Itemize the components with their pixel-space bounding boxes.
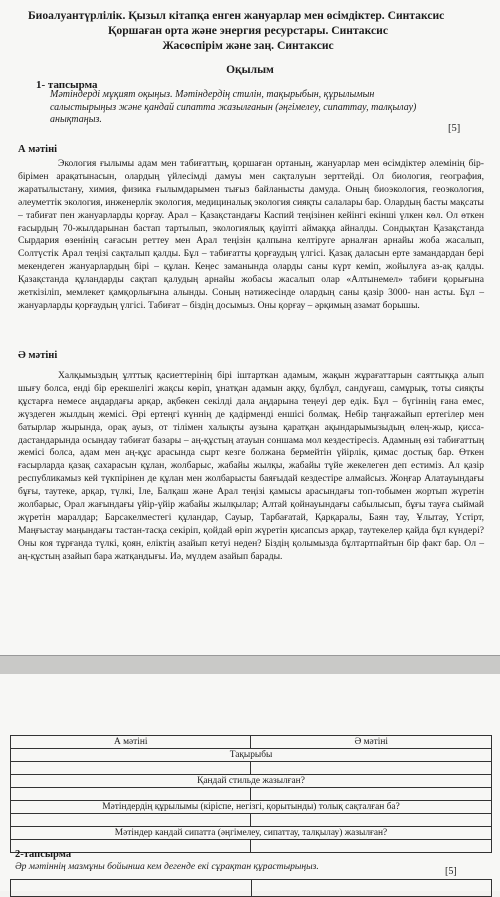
header-line-1: Биоалуантүрлілік. Қызыл кітапқа енген жануарлар мен өсімдіктер. Синтаксис [28, 9, 445, 22]
document-header [28, 8, 468, 53]
table-row [11, 801, 492, 814]
answer-cell[interactable] [11, 880, 252, 897]
worksheet-page-2 [0, 674, 500, 891]
column-header-text-a: А мәтіні [11, 736, 251, 749]
table-header-row [11, 736, 492, 749]
table-row-label: Қандай стильде жазылған? [11, 775, 492, 788]
text-b-body: Халқымыздың ұлттық қасиеттерінің бірі іштарткан адамым, жақын жұрағаттарын саяттыққа алып шығу болса, енді бір ерекшелігі жақсы көріп, ұнатқан адамын аққу, бұлбұл, сандуғаш, самұрық, тоты сияқты құстарға немесе аңдардағы арқар, ақбөкен секілді дала аңдарына теңеуі дер едік. Бұл – бүгіннің ғана емес, жүздеген жылдың жемісі. Әрі ертеңгі күннің де қадірменді еншісі болмақ. Небір таңғажайып ертегілер мен батырлар жырында, орақ ауыз, от тілімен халықты аузына қаратқан ақындарымызыдың өлең-жыр, қисса-дастандарында осындау табиғат базары – аң-құстың атауын соншама мол кездестіресіз. Адамның өзі табиғаттың жемісі болса, адам мен аң-құс арасында сырт кезге болжана бермейтін үйірлік, қимас достық бар. Өткен ғасырларда қазақ сахарасын құлан, жолбарыс, жабайы жылқы, жабайы түйе жекелеген деп естиміз. Ал қазір республикамыз кей түкпірінен де құлан мен жолбарысты баяғыдай кездестіре алмайсыз. Жоңғар Алатауындағы бұғы, таутеке, арқар, түлкі, Іле, Балқаш және Арал теңізі қамысы арасындағы топ-тобымен жортып жүретін жолбарыс, Орал жағындағы үйір-үйір жабайы жылқылар; Алтай қойнауындағы сабылысып, бұғы тауға сыймай жүретін маралдар; Барсакелместегі құландар, Сауыр, Тарбағатай, Қарқаралы, Баян тау, Ұлытау, Үстірт, Маңғыстау маңындағы тастан-тасқа секіріп, қойдай өріп жүретін қисапсыз арқар, таутекелер қайда бұл күндері? Оны коя тұрғанда түлкі, қоян, еліктің азайып кетуі неден? Біздің қолымызда бұлтартпайтын бір факт бар. Ол – аң-құстың азайып бара жатқандығы. Иә, мүлдем азайып барады. [18, 370, 484, 562]
header-line-2: Қоршаған орта және энергия ресурстары. Синтаксис [108, 24, 388, 37]
table-row-blank [11, 762, 492, 775]
answer-cell[interactable] [251, 814, 492, 827]
table-row-label: Мәтіндердің құрылымы (кіріспе, негізгі, қорытынды) толық сақталған ба? [11, 801, 492, 814]
table-row-label: Мәтіндер кандай сипатта (әңгімелеу, сипаттау, талқылау) жазылған? [11, 827, 492, 840]
task1-instructions: Мәтіндерді мұқият оқыңыз. Мәтіндердің стилін, тақырыбын, құрылымын салыстырыңыз және қандай сипатта жазылғанын (әңгімелеу, сипаттау, талқылау) анықтаңыз. [50, 89, 417, 125]
task1-label: 1- тапсырма [36, 79, 98, 91]
answer-cell[interactable] [11, 814, 251, 827]
section-title: Оқылым [226, 64, 274, 76]
table-row-blank [11, 788, 492, 801]
answer-cell[interactable] [251, 762, 492, 775]
page-separator [0, 655, 500, 675]
answer-cell[interactable] [251, 880, 492, 897]
table-row [11, 880, 492, 897]
task2-marks: [5] [445, 866, 457, 877]
task2-instructions: Әр мәтіннің мазмұны бойынша кем дегенде екі сұрақтан құрастырыңыз. [15, 861, 319, 872]
table-row-blank [11, 840, 492, 853]
answer-cell[interactable] [11, 788, 251, 801]
comparison-table [10, 735, 492, 853]
column-header-text-b: Ә мәтіні [251, 736, 492, 749]
header-line-3: Жасөспірім және заң. Синтаксис [162, 39, 334, 52]
task2-label: 2-тапсырма [15, 849, 72, 860]
table-row [11, 775, 492, 788]
table-row [11, 827, 492, 840]
answer-cell[interactable] [251, 840, 492, 853]
table-row [11, 749, 492, 762]
task1-marks: [5] [448, 123, 461, 134]
text-a-body: Экология ғылымы адам мен табиғаттың, қоршаған ортаның, жануарлар мен өсімдіктер әлемінің бір-бірімен арақатынасын, олардың үйлесімді дамуы мен сақталуын зерттейді. Ол биология, география, жаратылыстану, химия, физика ғылымдарымен тығыз байланысты дамуда. Оның биоэкология, геоэкология, әлеуметтік экология, инженерлік экология, медициналық экология сияқты салалары бар. Олардың басты мақсаты – табиғат пен жануарларды қорғау. Арал – Қазақстандағы Каспий теңізінен кейінгі екінші үлкен көл. Ол өткен ғасырдың 70-жылдарынан бастап тартылып, экологиялық қауіпті аймаққа айналды. Сондықтан Қазақстанда Сырдария өзенінің сағасын реттеу мен Арал теңізін қалпына келтіруге арналған арнайы жоба жасалып, Солтүстік Арал теңізі сақталып қалды. Бұл – табиғатты қорғаудың үлгісі. Қазақ даласын ерте замандардан бері мекендеген жануарлардың бірі – құлан. Кеңес заманында оларды саны күрт кеміп, жойылуға аз-ақ қалды. Қазақстанда құландарды сақтап қалудың арнайы жобасы жасалып олар «Алтынемел» табиғи қорығына жеткізіліп, мемлекет қамқорлығына алынды. Соның нәтижесінде олардың саны қазір 3000- нан асты. Бұл – жануарларды қорғаудың үлгісі. Табиғат – біздің досымыз. Оны қорғау – әрқимың азамат борышы. [18, 158, 484, 311]
text-b-title: Ә мәтіні [18, 350, 58, 361]
questions-table [10, 879, 492, 897]
table-row-blank [11, 814, 492, 827]
answer-cell[interactable] [11, 762, 251, 775]
table-row-label: Тақырыбы [11, 749, 492, 762]
answer-cell[interactable] [251, 788, 492, 801]
text-a-title: А мәтіні [18, 144, 58, 155]
